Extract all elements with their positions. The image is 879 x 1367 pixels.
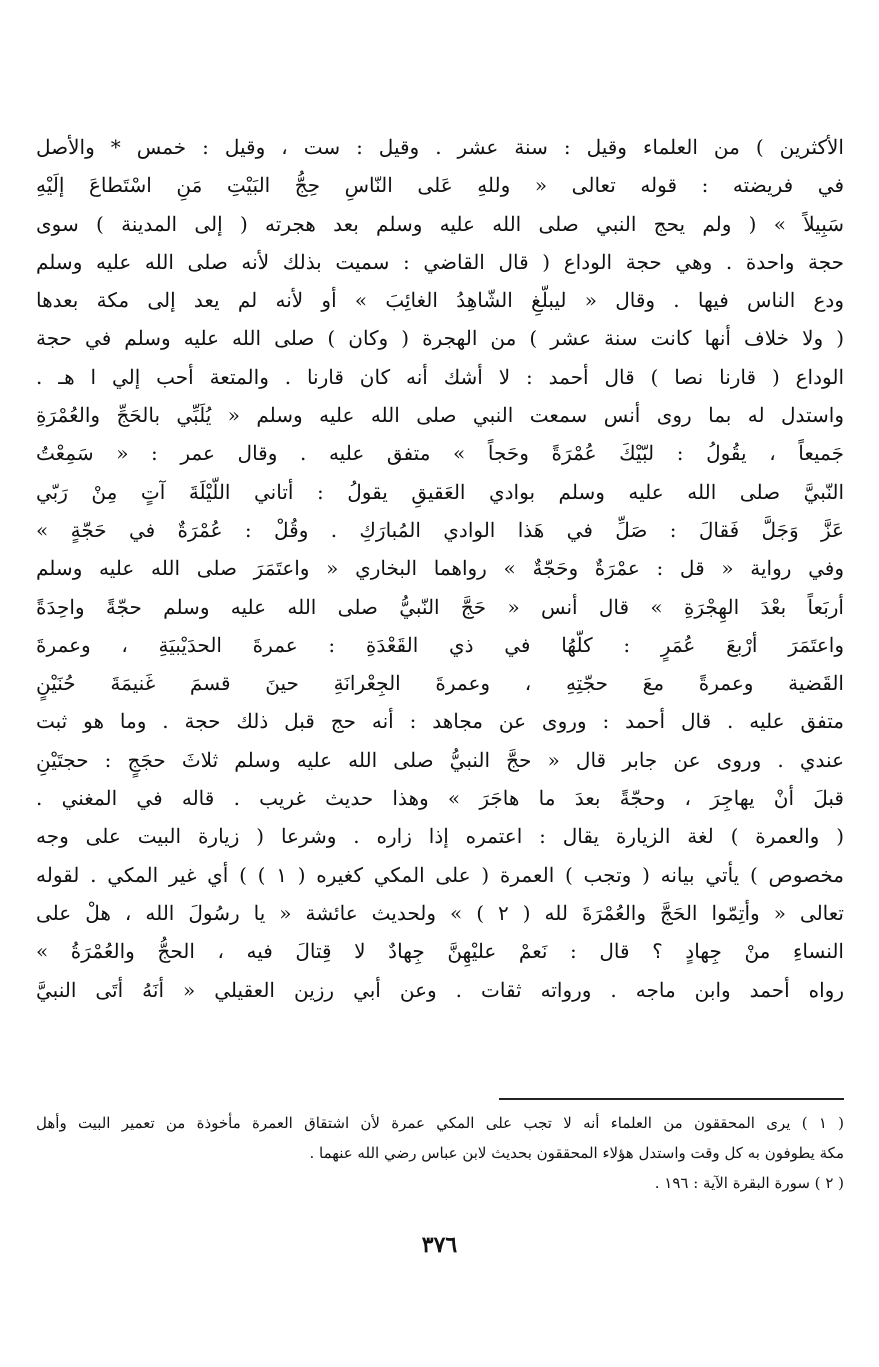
text-line: واعتَمَرَ أرْبعَ عُمَرٍ : كلّهُا في ذي القَعْدَةِ : عمرةَ الحدَيْبيَةِ ، وعمرةَ	[36, 632, 844, 657]
text-line: وفي رواية « قل : عمْرَةٌ وحَجّةٌ » رواهما البخاري « واعتَمَرَ صلى الله عليه وسلم	[36, 556, 844, 581]
text-line: جَميعاً ، يقُولُ : لبّيْكَ عُمْرَةً وحَجاً » متفق عليه . وقال عمر : « سَمِعْتُ	[36, 441, 844, 466]
text-line: سَبِيلاً » ( ولم يحج النبي صلى الله عليه وسلم بعد هجرته ( إلى المدينة ) سوى	[36, 211, 844, 236]
text-line: عندي . وروى عن جابر قال « حجَّ النبيُّ صلى الله عليه وسلم ثلاثَ حجَجٍ : حجتَيْنِ	[36, 747, 844, 772]
text-line: واستدل له بما روى أنس سمعت النبي صلى الله عليه وسلم « يُلَبِّي بالحَجِّ والعُمْرَةِ	[36, 403, 844, 428]
text-line: ( ولا خلاف أنها كانت سنة عشر ) من الهجرة ( وكان ) صلى الله عليه وسلم في حجة	[36, 326, 844, 351]
text-line: ( والعمرة ) لغة الزيارة يقال : اعتمره إذا زاره . وشرعا ( زيارة البيت على وجه	[36, 824, 844, 849]
text-line: النساءِ منْ جِهادٍ ؟ قال : نَعمْ عليْهِنَّ جِهادٌ لا قِتالَ فيه ، الحجُّ والعُمْرَةُ »	[36, 939, 844, 964]
text-line: متفق عليه . قال أحمد : وروى عن مجاهد : أنه حج قبل ذلك حجة . وما هو ثبت	[36, 709, 844, 734]
footnote-line: ( ٢ ) سورة البقرة الآية : ١٩٦ .	[654, 1174, 844, 1192]
text-line: أربَعاً بعْدَ الهِجْرَةِ » قال أنس « حَجَّ النّبيُّ صلى الله عليه وسلم حجّةً واحِدَةً	[36, 594, 844, 619]
footnote-line: ( ١ ) يرى المحققون من العلماء أنه لا تجب على المكي عمرة لأن اشتقاق العمرة مأخوذة من تعمير البيت وأهل	[36, 1114, 844, 1132]
footnote-line: مكة يطوفون به كل وقت واستدل هؤلاء المحققون بحديث لابن عباس رضي الله عنهما .	[309, 1144, 844, 1162]
text-line: ودع الناس فيها . وقال « ليبلّغِ الشّاهِدُ الغائِبَ » أو لأنه لم يعد إلى مكة بعدها	[36, 288, 844, 313]
main-text	[36, 128, 844, 1009]
footnote-separator	[499, 1098, 844, 1100]
text-line: الوداع ( قارنا نصا ) قال أحمد : لا أشك أنه كان قارنا . والمتعة أحب إلي ا هـ .	[36, 364, 844, 389]
page-number: ٣٧٦	[421, 1232, 458, 1258]
text-line: القَضية وعمرةً معَ حجّتِهِ ، وعمرةَ الجِعْرانَةِ حينَ قسمَ غَنيمَةَ حُنَيْنٍ	[36, 671, 844, 696]
text-line: حجة واحدة . وهي حجة الوداع ( قال القاضي : سميت بذلك لأنه صلى الله عليه وسلم	[36, 249, 844, 274]
text-line: تعالى « وأتِمّوا الحَجَّ والعُمْرَةَ لله ( ٢ ) » ولحديث عائشة « يا رسُولَ الله ، هلْ على	[36, 900, 844, 925]
text-line: الأكثرين ) من العلماء وقيل : سنة عشر . وقيل : ست ، وقيل : خمس * والأصل	[36, 135, 844, 159]
text-line: عَزَّ وَجَلَّ فَقالَ : صَلِّ في هَذا الوادي المُبارَكِ . وقُلْ : عُمْرَةٌ في حَجّةٍ »	[36, 517, 844, 542]
text-line: مخصوص ) يأتي بيانه ( وتجب ) العمرة ( على المكي كغيره ( ١ ) ) أي غير المكي . لقوله	[36, 862, 844, 887]
text-line: رواه أحمد وابن ماجه . ورواته ثقات . وعن أبي رزين العقيلي « أنَهُ أتَى النبيَّ	[36, 977, 844, 1002]
text-line: في فريضته : قوله تعالى « وللهِ عَلى النّاسِ حِجُّ البَيْتِ مَنِ اسْتَطاعَ إلَيْهِ	[36, 173, 844, 198]
text-line: قبلَ أنْ يهاجِرَ ، وحجّةً بعدَ ما هاجَرَ » وهذا حديث غريب . قاله في المغني .	[36, 786, 844, 811]
footnotes	[36, 1108, 844, 1198]
text-line: النّبيَّ صلى الله عليه وسلم بوادي العَقيقِ يقولُ : أتاني اللّيْلَةَ آتٍ مِنْ رَبّي	[36, 479, 844, 504]
